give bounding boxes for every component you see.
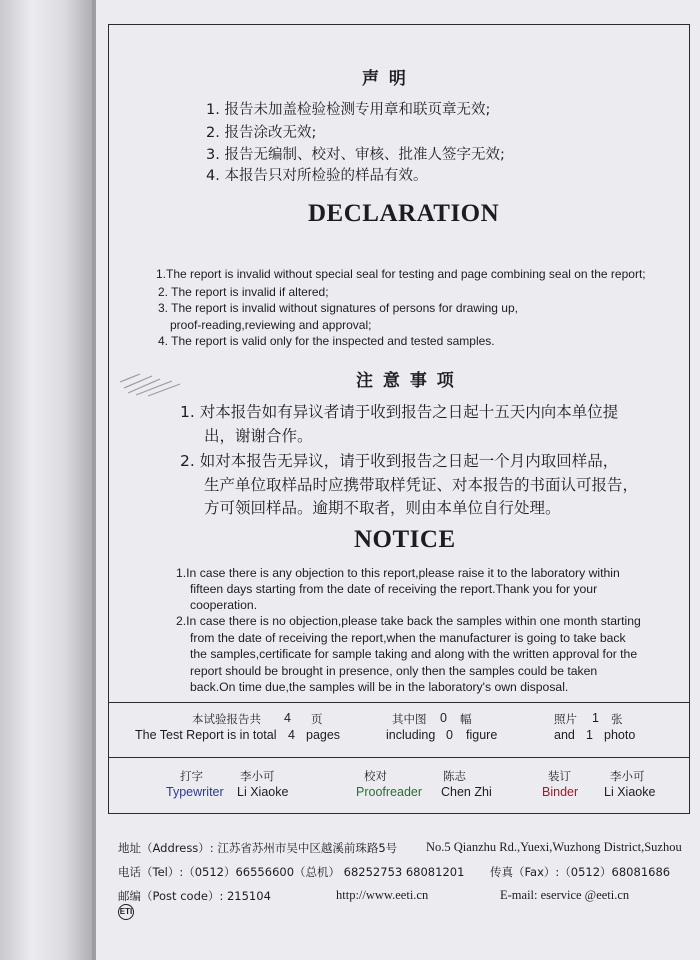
photo-count-cn-value: 1	[592, 711, 599, 725]
divider	[108, 757, 690, 758]
figure-count-en-unit: figure	[466, 728, 498, 742]
notice-cn-item: 方可领回样品。逾期不取者，则由本单位自行处理。	[204, 499, 561, 517]
declaration-en-item: 4. The report is valid only for the inspected and tested samples.	[158, 334, 495, 348]
notice-en-item: cooperation.	[190, 598, 258, 612]
binder-name-en: Li Xiaoke	[604, 785, 656, 799]
notice-en-item: report should be brought in presence, only then the samples could be taken	[190, 664, 598, 678]
photo-count-en-unit: photo	[604, 728, 636, 742]
notice-cn-item: 2. 如对本报告无异议，请于收到报告之日起一个月内取回样品，	[180, 452, 619, 470]
notice-en-title: NOTICE	[354, 526, 456, 553]
proofreader-cn-label: 校对	[364, 769, 387, 783]
telephone: 电话（Tel）:（0512）66556600（总机） 68252753 68081201	[118, 865, 465, 879]
photo-count-cn-label: 照片	[554, 712, 577, 726]
fax: 传真（Fax）:（0512）68081686	[490, 865, 671, 879]
eti-logo-icon: ETI	[118, 904, 134, 920]
binder-cn-label: 装订	[548, 769, 571, 783]
proofreader-name-en: Chen Zhi	[441, 785, 492, 799]
typewriter-cn-label: 打字	[180, 769, 203, 783]
typewriter-name-en: Li Xiaoke	[237, 785, 289, 799]
figure-count-cn-value: 0	[440, 711, 447, 725]
notice-cn-item: 1. 对本报告如有异议者请于收到报告之日起十五天内向本单位提	[180, 403, 619, 421]
address-cn: 地址（Address）: 江苏省苏州市吴中区越溪前珠路5号	[118, 841, 398, 855]
notice-en-item: the samples,certificate for sample taking and along with the written approval for the	[190, 647, 638, 661]
website: http://www.eeti.cn	[336, 888, 429, 902]
proofreader-en-label: Proofreader	[356, 785, 423, 799]
address-en: No.5 Qianzhu Rd.,Yuexi,Wuzhong District,Suzhou	[426, 840, 682, 854]
figure-count-cn-unit: 幅	[460, 712, 472, 726]
email: E-mail: eservice @eeti.cn	[500, 888, 630, 902]
notice-cn-item: 出，谢谢合作。	[204, 427, 313, 445]
declaration-cn-item: 2. 报告涂改无效;	[206, 125, 317, 141]
binder-en-label: Binder	[542, 785, 579, 799]
figure-count-en-value: 0	[446, 728, 453, 742]
declaration-en-item: proof-reading,reviewing and approval;	[170, 318, 372, 332]
page-total-cn-value: 4	[284, 711, 291, 725]
notice-cn-item: 生产单位取样品时应携带取样凭证、对本报告的书面认可报告，	[204, 476, 639, 494]
notice-en-item: 2.In case there is no objection,please take back the samples within one month starting	[176, 614, 641, 628]
notice-en-item: 1.In case there is any objection to this report,please raise it to the laboratory within	[176, 566, 620, 580]
declaration-cn-item: 1. 报告未加盖检验检测专用章和联页章无效;	[206, 102, 491, 118]
postcode: 邮编（Post code）: 215104	[118, 889, 271, 903]
notice-en-item: from the date of receiving the report,when the manufacturer is going to take back	[190, 631, 626, 645]
notice-en-item: fifteen days starting from the date of receiving the report.Thank you for your	[190, 582, 598, 596]
declaration-cn-item: 3. 报告无编制、校对、审核、批准人签字无效;	[206, 147, 505, 163]
divider	[108, 702, 690, 703]
page-total-cn-label: 本试验报告共	[192, 712, 261, 726]
figure-count-en-label: including	[386, 728, 436, 742]
typewriter-name-cn: 李小可	[240, 769, 275, 783]
book-binding	[0, 0, 92, 960]
page-total-cn-unit: 页	[311, 712, 323, 726]
photo-count-cn-unit: 张	[611, 712, 623, 726]
proofreader-name-cn: 陈志	[443, 769, 466, 783]
typewriter-en-label: Typewriter	[166, 785, 224, 799]
declaration-en-item: 1.The report is invalid without special seal for testing and page combining seal on the report;	[156, 267, 646, 281]
declaration-cn-title: 声 明	[362, 69, 408, 89]
figure-count-cn-label: 其中图	[392, 712, 427, 726]
photo-count-en-value: 1	[586, 728, 593, 742]
declaration-en-item: 3. The report is invalid without signatures of persons for drawing up,	[158, 301, 518, 315]
declaration-en-item: 2. The report is invalid if altered;	[158, 285, 329, 299]
page-total-en-value: 4	[288, 728, 295, 742]
notice-en-item: back.On time due,the samples will be in the laboratory's own disposal.	[190, 680, 569, 694]
declaration-en-title: DECLARATION	[308, 200, 500, 227]
notice-cn-title: 注 意 事 项	[356, 371, 456, 391]
page-total-en-unit: pages	[306, 728, 341, 742]
binder-name-cn: 李小可	[610, 769, 645, 783]
photo-count-en-label: and	[554, 728, 575, 742]
page-total-en-label: The Test Report is in total	[135, 728, 277, 742]
pencil-scribble-mark	[118, 368, 184, 398]
declaration-cn-item: 4. 本报告只对所检验的样品有效。	[206, 168, 428, 184]
